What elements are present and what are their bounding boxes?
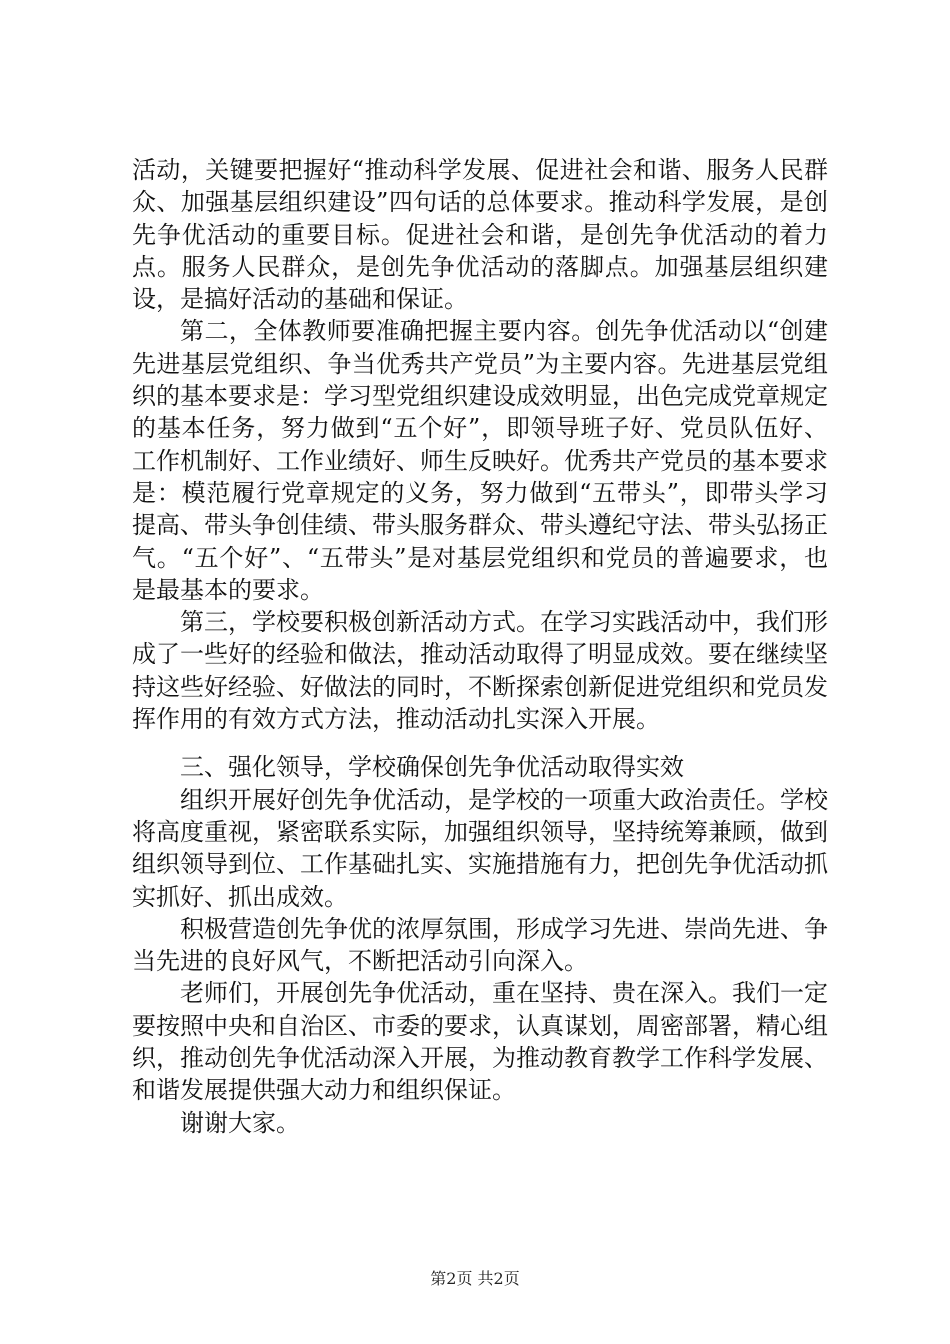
paragraph-second-point: 第二，全体教师要准确把握主要内容。创先争优活动以“创建先进基层党组织、争当优秀共产党员”为主要内容。先进基层党组织的基本要求是：学习型党组织建设成效明显，出色完成党章规定的基本任务，努力做到“五个好”，即领导班子好、党员队伍好、工作机制好、工作业绩好、师生反映好。优秀共产党员的基本要求是：模范履行党章规定的义务，努力做到“五带头”，即带头学习提高、带头争创佳绩、带头服务群众、带头遵纪守法、带头弘扬正气。“五个好”、“五带头”是对基层党组织和党员的普遍要求，也是最基本的要求。 — [132, 317, 828, 604]
section-heading: 三、强化领导，学校确保创先争优活动取得实效 — [180, 753, 684, 782]
page-footer — [0, 1269, 950, 1289]
page-number-label: 第2页 共2页 — [430, 1269, 520, 1288]
paragraph-atmosphere: 积极营造创先争优的浓厚氛围，形成学习先进、崇尚先进、争当先进的良好风气，不断把活动引向深入。 — [132, 914, 828, 976]
paragraph-intro: 活动，关键要把握好“推动科学发展、促进社会和谐、服务人民群众、加强基层组织建设”四句话的总体要求。推动科学发展，是创先争优活动的重要目标。促进社会和谐，是创先争优活动的着力点。服务人民群众，是创先争优活动的落脚点。加强基层组织建设，是搞好活动的基础和保证。 — [132, 156, 828, 314]
paragraph-thanks: 谢谢大家。 — [180, 1108, 300, 1137]
paragraph-third-point: 第三，学校要积极创新活动方式。在学习实践活动中，我们形成了一些好的经验和做法，推动活动取得了明显成效。要在继续坚持这些好经验、好做法的同时，不断探索创新促进党组织和党员发挥作用的有效方式方法，推动活动扎实深入开展。 — [132, 608, 828, 734]
paragraph-leadership: 组织开展好创先争优活动，是学校的一项重大政治责任。学校将高度重视，紧密联系实际，加强组织领导，坚持统筹兼顾，做到组织领导到位、工作基础扎实、实施措施有力，把创先争优活动抓实抓好、抓出成效。 — [132, 785, 828, 911]
paragraph-closing: 老师们，开展创先争优活动，重在坚持、贵在深入。我们一定要按照中央和自治区、市委的要求，认真谋划，周密部署，精心组织，推动创先争优活动深入开展，为推动教育教学工作科学发展、和谐发展提供强大动力和组织保证。 — [132, 979, 828, 1105]
document-body — [132, 154, 828, 1139]
